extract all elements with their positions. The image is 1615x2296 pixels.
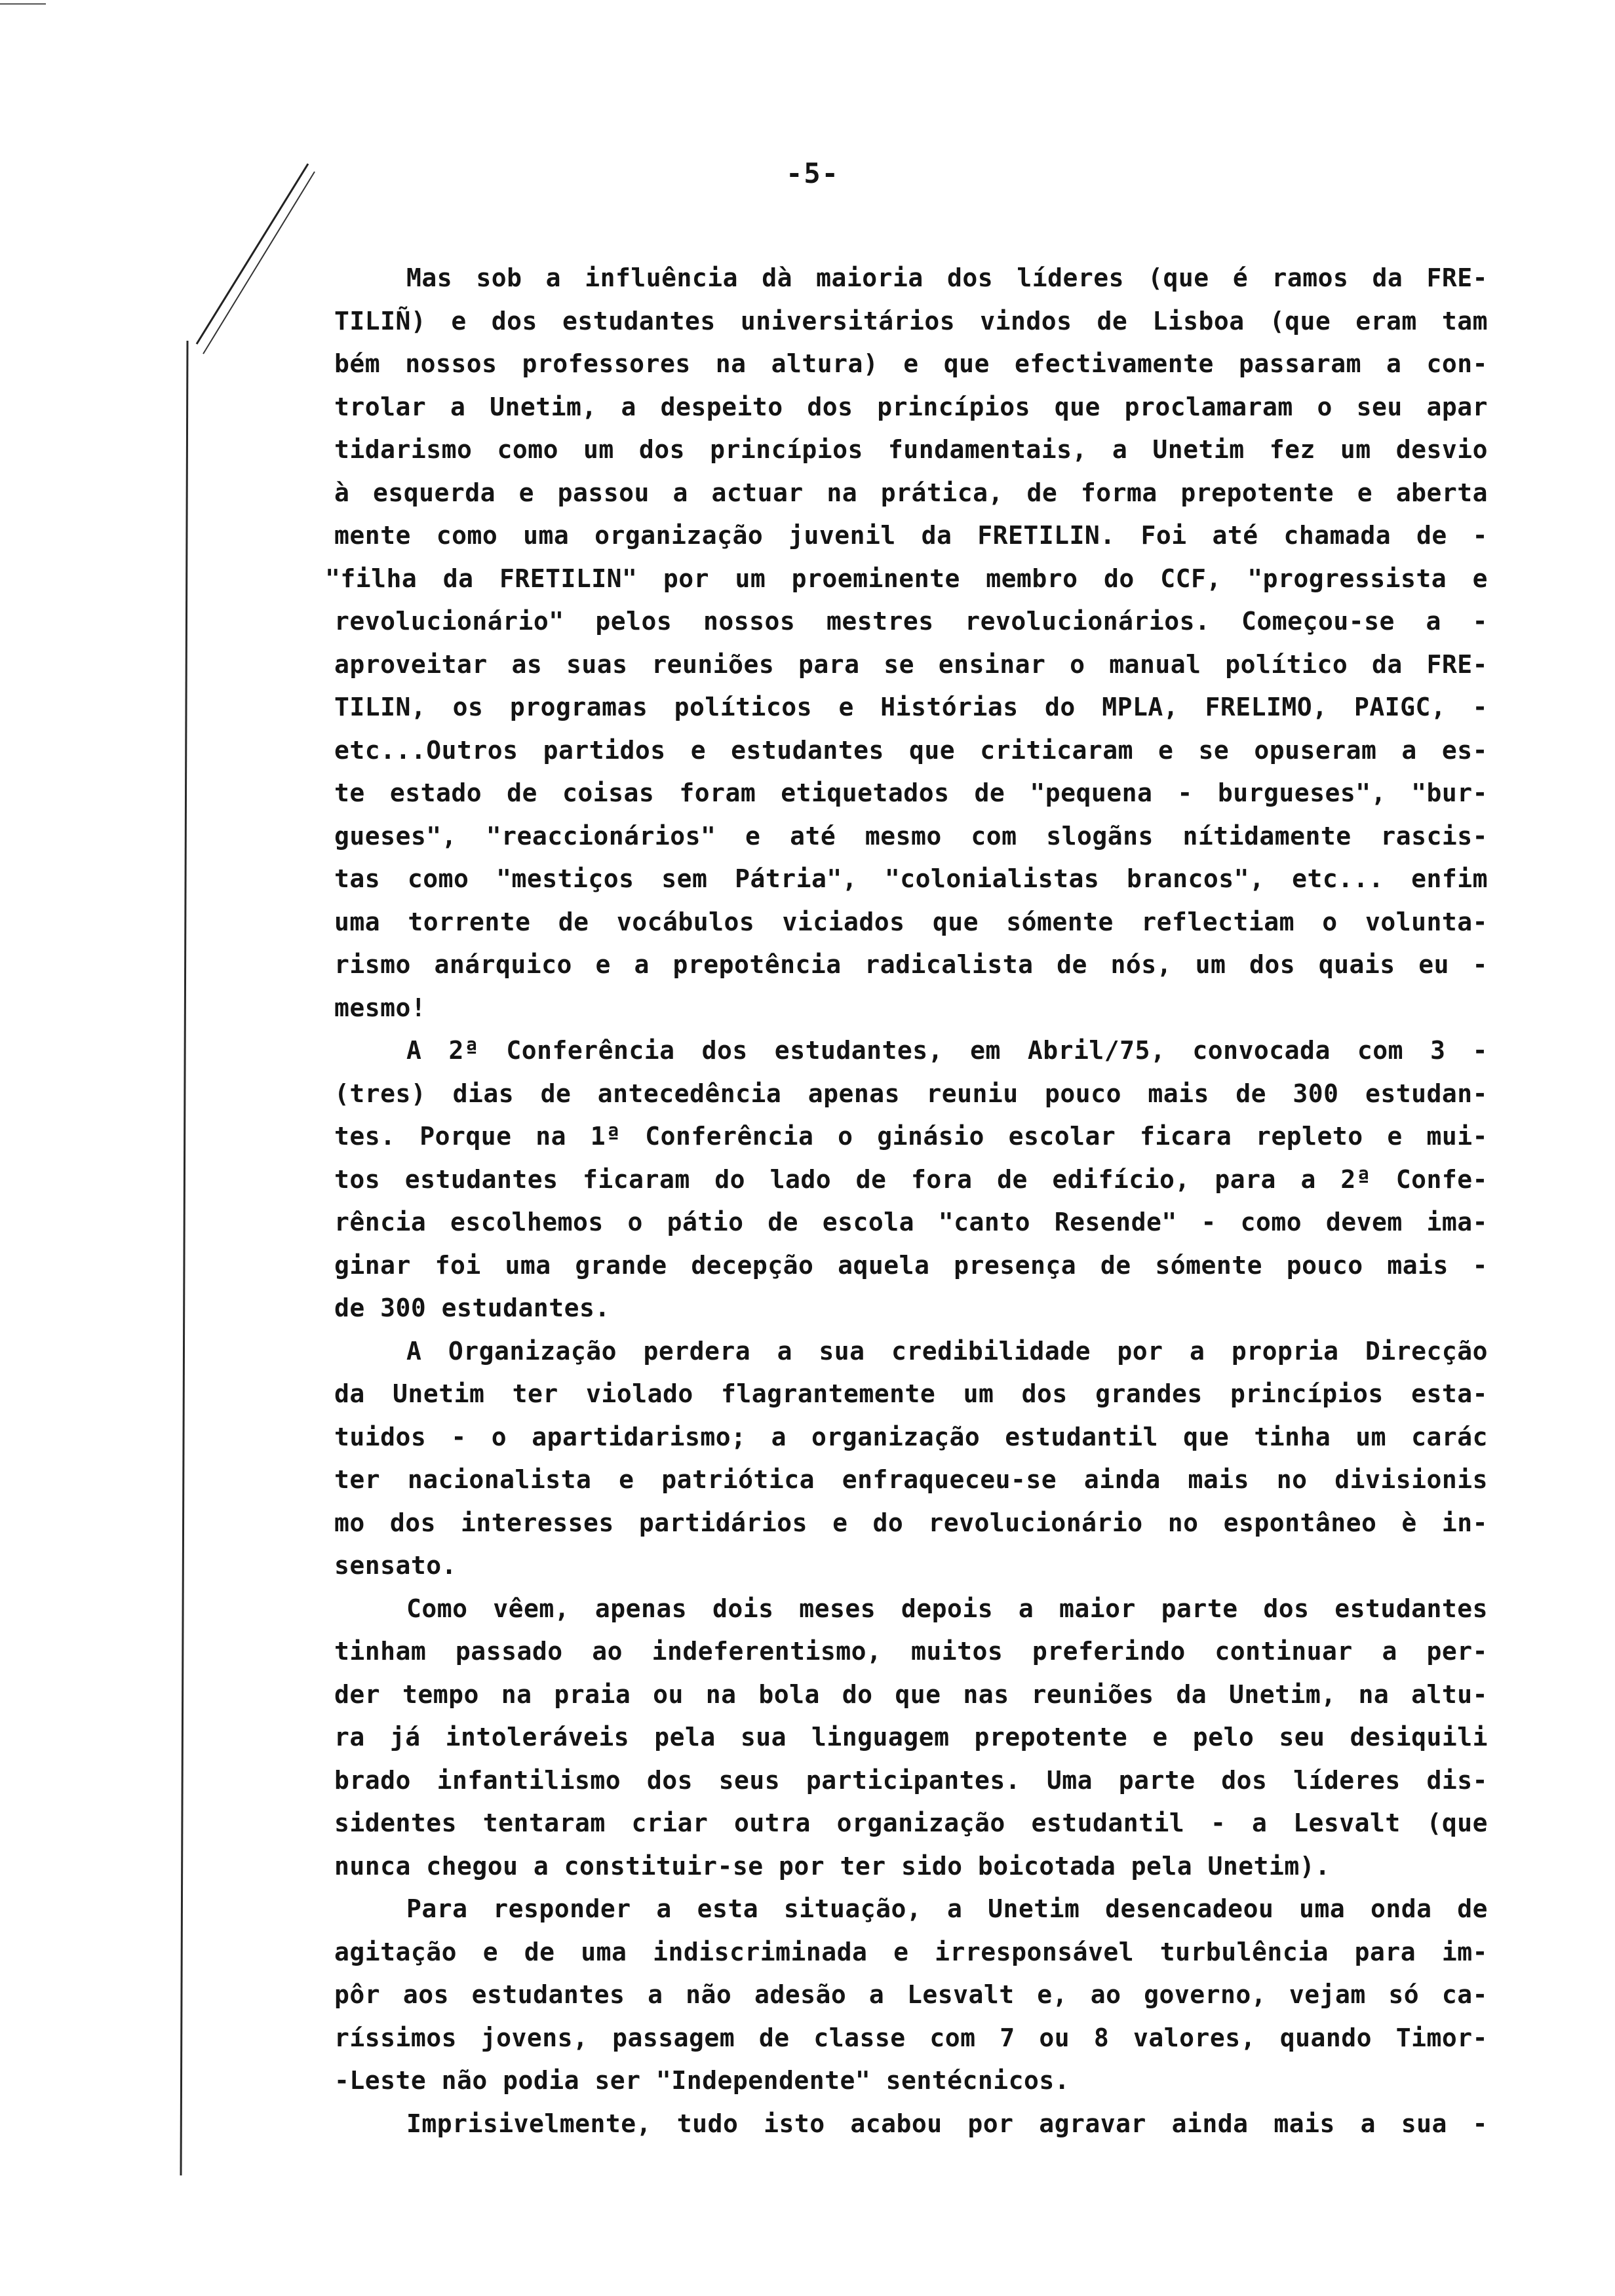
text-line: brado infantilismo dos seus participantes. Uma parte dos líderes dis- — [334, 1765, 1488, 1795]
text-line: sidentes tentaram criar outra organização estudantil - a Lesvalt (que — [334, 1808, 1488, 1837]
text-line: uma torrente de vocábulos viciados que sómente reflectiam o volunta- — [334, 907, 1488, 936]
text-line: te estado de coisas foram etiquetados de "pequena - burgueses", "bur- — [334, 778, 1488, 807]
text-line: Mas sob a influência dà maioria dos líderes (que é ramos da FRE- — [406, 263, 1488, 292]
text-line: pôr aos estudantes a não adesão a Lesvalt e, ao governo, vejam só ca- — [334, 1980, 1488, 2009]
text-line: revolucionário" pelos nossos mestres revolucionários. Começou-se a - — [334, 607, 1488, 636]
text-line: de 300 estudantes. — [334, 1293, 610, 1322]
text-line: etc...Outros partidos e estudantes que criticaram e se opuseram a es- — [334, 735, 1488, 765]
document-body — [325, 257, 1488, 2145]
text-line: Imprisivelmente, tudo isto acabou por agravar ainda mais a sua - — [406, 2109, 1488, 2138]
text-line: Como vêem, apenas dois meses depois a maior parte dos estudantes — [406, 1594, 1488, 1623]
text-line: aproveitar as suas reuniões para se ensinar o manual político da FRE- — [334, 649, 1488, 679]
text-line: tidarismo como um dos princípios fundamentais, a Unetim fez um desvio — [334, 435, 1488, 464]
text-line: A 2ª Conferência dos estudantes, em Abril/75, convocada com 3 - — [406, 1036, 1488, 1065]
page-number: -5- — [786, 157, 840, 189]
text-line: nunca chegou a constituir-se por ter sido boicotada pela Unetim). — [334, 1851, 1331, 1881]
text-line: mesmo! — [334, 993, 427, 1022]
text-line: ter nacionalista e patriótica enfraqueceu-se ainda mais no divisionis — [334, 1465, 1488, 1494]
text-line: A Organização perdera a sua credibilidade por a propria Direcção — [406, 1336, 1488, 1366]
text-line: rismo anárquico e a prepotência radicalista de nós, um dos quais eu - — [334, 950, 1488, 979]
text-line: tas como "mestiços sem Pátria", "colonialistas brancos", etc... enfim — [334, 864, 1488, 893]
text-line: mente como uma organização juvenil da FRETILIN. Foi até chamada de - — [334, 521, 1488, 550]
text-line: rência escolhemos o pátio de escola "canto Resende" - como devem ima- — [334, 1208, 1488, 1236]
text-line: agitação e de uma indiscriminada e irresponsável turbulência para im- — [334, 1937, 1488, 1966]
text-line: Para responder a esta situação, a Unetim desencadeou uma onda de — [406, 1894, 1488, 1923]
text-line: "filha da FRETILIN" por um proeminente membro do CCF, "progressista e — [325, 564, 1488, 593]
text-line: tinham passado ao indeferentismo, muitos preferindo continuar a per- — [334, 1637, 1488, 1666]
text-line: TILIN, os programas políticos e Histórias do MPLA, FRELIMO, PAIGC, - — [334, 693, 1488, 721]
text-line: gueses", "reaccionários" e até mesmo com slogãns nítidamente rascis- — [334, 821, 1488, 851]
text-line: da Unetim ter violado flagrantemente um dos grandes princípios esta- — [334, 1379, 1488, 1408]
text-line: tos estudantes ficaram do lado de fora de edifício, para a 2ª Confe- — [334, 1164, 1488, 1194]
text-line: sensato. — [334, 1551, 457, 1580]
text-line: trolar a Unetim, a despeito dos princípios que proclamaram o seu apar — [334, 392, 1488, 421]
text-line: bém nossos professores na altura) e que efectivamente passaram a con- — [334, 349, 1488, 378]
text-line: der tempo na praia ou na bola do que nas reuniões da Unetim, na altu- — [334, 1679, 1488, 1709]
text-line: mo dos interesses partidários e do revolucionário no espontâneo è in- — [334, 1508, 1488, 1537]
text-line: tuidos - o apartidarismo; a organização estudantil que tinha um carác — [334, 1422, 1488, 1451]
text-line: -Leste não podia ser "Independente" sentécnicos. — [334, 2066, 1070, 2095]
text-line: tes. Porque na 1ª Conferência o ginásio escolar ficara repleto e mui- — [334, 1122, 1488, 1151]
text-line: ginar foi uma grande decepção aquela presença de sómente pouco mais - — [334, 1250, 1488, 1280]
text-line: (tres) dias de antecedência apenas reuniu pouco mais de 300 estudan- — [334, 1079, 1488, 1108]
text-line: à esquerda e passou a actuar na prática, de forma prepotente e aberta — [334, 478, 1488, 507]
text-line: ríssimos jovens, passagem de classe com 7 ou 8 valores, quando Timor- — [334, 2023, 1488, 2052]
text-line: ra já intoleráveis pela sua linguagem prepotente e pelo seu desiquili — [334, 1723, 1488, 1751]
text-line: TILIÑ) e dos estudantes universitários vindos de Lisboa (que eram tam — [334, 306, 1488, 335]
